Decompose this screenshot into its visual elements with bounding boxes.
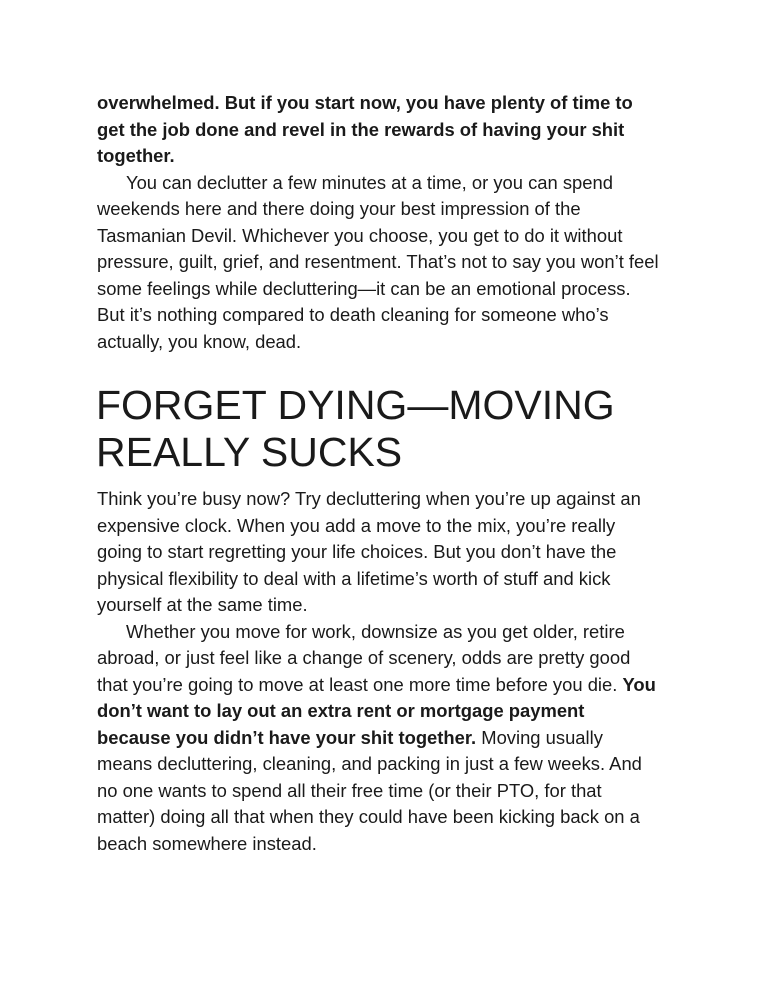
text-run: Moving usually — [476, 726, 603, 748]
paragraph-group-intro — [97, 90, 687, 355]
heading-line: REALLY SUCKS — [96, 429, 403, 475]
text-run: that you’re going to move at least one more time before you die. — [97, 673, 623, 695]
section-heading — [96, 382, 716, 476]
text-line: weekends here and there doing your best impression of the — [97, 198, 581, 219]
paragraph-group-moving — [97, 486, 687, 857]
text-line: no one wants to spend all their free time (or their PTO, for that — [97, 779, 602, 801]
text-line: going to start regretting your life choices. But you don’t have the — [97, 541, 617, 562]
text-line: some feelings while decluttering—it can be an emotional process. — [97, 277, 631, 299]
text-line: get the job done and revel in the rewards of having your shit — [97, 118, 625, 140]
text-line: together. — [97, 145, 175, 166]
text-line — [97, 725, 687, 752]
text-line: pressure, guilt, grief, and resentment. That’s not to say you won’t feel — [97, 251, 659, 272]
text-line: actually, you know, dead. — [97, 330, 302, 352]
text-line: You can declutter a few minutes at a time, or you can spend — [126, 171, 613, 193]
text-line: expensive clock. When you add a move to the mix, you’re really — [97, 514, 616, 536]
text-line: Whether you move for work, downsize as you get older, retire — [126, 620, 625, 642]
text-line: beach somewhere instead. — [97, 832, 317, 854]
text-line: Think you’re busy now? Try decluttering when you’re up against an — [97, 488, 641, 509]
text-line: matter) doing all that when they could have been kicking back on a — [97, 806, 640, 827]
bold-text-run: because you didn’t have your shit together. — [97, 726, 477, 748]
text-line: physical flexibility to deal with a lifetime’s worth of stuff and kick — [97, 567, 611, 589]
bold-text-run: You — [622, 673, 656, 695]
text-line: don’t want to lay out an extra rent or mortgage payment — [97, 700, 585, 721]
text-line — [97, 672, 687, 699]
text-line: abroad, or just feel like a change of scenery, odds are pretty good — [97, 647, 631, 668]
text-line: Tasmanian Devil. Whichever you choose, you get to do it without — [97, 224, 623, 246]
heading-line: FORGET DYING—MOVING — [96, 382, 615, 428]
text-line: But it’s nothing compared to death cleaning for someone who’s — [97, 304, 609, 325]
text-line: yourself at the same time. — [97, 594, 308, 615]
text-line: means decluttering, cleaning, and packing in just a few weeks. And — [97, 753, 642, 774]
text-line: overwhelmed. But if you start now, you have plenty of time to — [97, 92, 633, 113]
